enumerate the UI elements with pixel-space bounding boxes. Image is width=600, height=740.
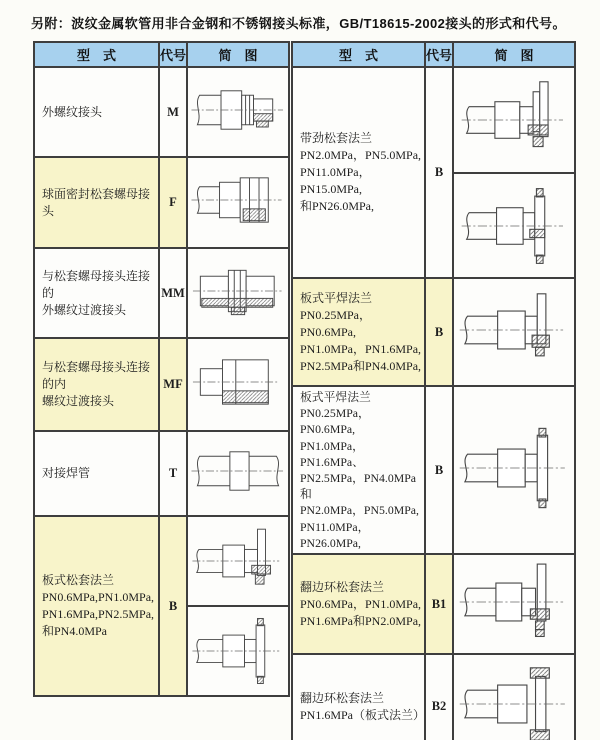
diagram-subcell	[188, 605, 288, 695]
table-row	[34, 431, 289, 516]
col-header-diagram: 简 图	[453, 42, 575, 67]
code-cell: T	[159, 431, 187, 516]
fitting-table-left	[33, 41, 290, 697]
table-header-row	[34, 42, 289, 67]
table-row	[292, 654, 575, 740]
diagram-cell	[187, 157, 289, 248]
plate-loose-flange-upper-drawing	[191, 524, 285, 598]
diagram-subcell	[454, 68, 574, 172]
type-cell: 带劲松套法兰 PN2.0MPa，PN5.0MPa, PN11.0MPa，PN15.0MPa, 和PN26.0MPa,	[292, 67, 425, 278]
table-row	[34, 338, 289, 431]
diagram-cell	[187, 248, 289, 338]
diagram-cell	[453, 554, 575, 654]
type-cell: 与松套螺母接头连接的 外螺纹过渡接头	[34, 248, 159, 338]
diagram-cell	[453, 654, 575, 740]
diagram-cell	[453, 386, 575, 554]
diagram-cell	[187, 67, 289, 157]
fitting-table-right	[291, 41, 576, 740]
diagram-cell	[187, 338, 289, 431]
type-cell: 板式平焊法兰 PN0.25MPa，PN0.6MPa, PN1.0MPa，PN1.6MPa、 PN2.5MPa，PN4.0MPa和 PN2.0MPa，PN5.0MPa, PN11.0MPa，PN26.0MPa,	[292, 386, 425, 554]
code-cell: B2	[425, 654, 453, 740]
spherical-seal-loose-nut-fitting-drawing	[190, 162, 286, 238]
necked-loose-flange-upper-drawing	[460, 77, 568, 163]
col-header-type: 型 式	[292, 42, 425, 67]
type-cell: 翻边环松套法兰 PN1.6MPa（板式法兰）	[292, 654, 425, 740]
flat-welded-plate-flange-drawing	[458, 286, 570, 374]
type-cell: 板式平焊法兰 PN0.25MPa，PN0.6MPa, PN1.0MPa，PN1.6MPa, PN2.5MPa和PN4.0MPa,	[292, 278, 425, 386]
type-cell: 外螺纹接头	[34, 67, 159, 157]
plate-loose-flange-lower-drawing	[191, 614, 285, 688]
flared-ring-plate-flange-drawing	[458, 660, 570, 740]
page-title: 另附：波纹金属软管用非合金钢和不锈钢接头标准，GB/T18615-2002接头的形式和代号。	[31, 16, 566, 31]
col-header-diagram: 简 图	[187, 42, 289, 67]
col-header-code: 代号	[425, 42, 453, 67]
type-cell: 对接焊管	[34, 431, 159, 516]
type-cell: 翻边环松套法兰 PN0.6MPa，PN1.0MPa, PN1.6MPa和PN2.0MPa,	[292, 554, 425, 654]
col-header-code: 代号	[159, 42, 187, 67]
diagram-subcell	[454, 172, 574, 277]
type-cell: 与松套螺母接头连接的内 螺纹过渡接头	[34, 338, 159, 431]
butt-weld-pipe-drawing	[190, 434, 286, 508]
flat-welded-plate-flange-alt-drawing	[458, 424, 570, 512]
code-cell: MF	[159, 338, 187, 431]
table-row	[292, 278, 575, 386]
diagram-cell	[453, 278, 575, 386]
col-header-type: 型 式	[34, 42, 159, 67]
table-row	[34, 248, 289, 338]
code-cell: MM	[159, 248, 187, 338]
table-row	[292, 67, 575, 278]
table-row	[34, 516, 289, 696]
table-row	[34, 67, 289, 157]
code-cell: B	[425, 386, 453, 554]
diagram-cell-split	[187, 516, 289, 696]
code-cell: B	[425, 278, 453, 386]
diagram-cell	[187, 431, 289, 516]
diagram-cell-split	[453, 67, 575, 278]
internal-thread-adapter-drawing	[190, 344, 286, 420]
table-header-row	[292, 42, 575, 67]
necked-loose-flange-lower-drawing	[460, 183, 568, 269]
code-cell: B	[159, 516, 187, 696]
code-cell: F	[159, 157, 187, 248]
table-row	[292, 554, 575, 654]
table-row	[34, 157, 289, 248]
code-cell: M	[159, 67, 187, 157]
code-cell: B1	[425, 554, 453, 654]
table-row	[292, 386, 575, 554]
type-cell: 球面密封松套螺母接头	[34, 157, 159, 248]
external-thread-adapter-drawing	[190, 253, 286, 329]
diagram-subcell	[188, 517, 288, 605]
type-cell: 板式松套法兰 PN0.6MPa,PN1.0MPa, PN1.6MPa,PN2.5MPa, 和PN4.0MPa	[34, 516, 159, 696]
flared-ring-loose-flange-drawing	[458, 558, 570, 646]
male-thread-fitting-drawing	[190, 72, 286, 148]
code-cell: B	[425, 67, 453, 278]
